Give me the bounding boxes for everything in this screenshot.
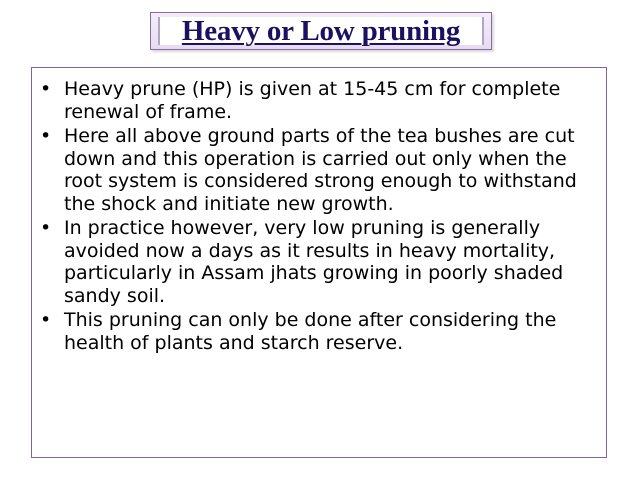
bullet-list	[40, 78, 596, 356]
bullet-text-4: This pruning can only be done after considering the health of plants and starch reserve.	[64, 309, 557, 354]
bullet-icon: •	[40, 125, 52, 147]
bullet-text-2: Here all above ground parts of the tea bushes are cut down and this operation is carried out only when the root system is considered strong enough to withstand the shock and initiate new growth.	[64, 125, 577, 215]
bullet-item-2	[40, 125, 596, 215]
title-inner-panel	[158, 14, 484, 47]
slide-title: Heavy or Low pruning	[181, 14, 461, 47]
bullet-item-3	[40, 217, 596, 307]
title-box	[150, 12, 492, 50]
bullet-icon: •	[40, 309, 52, 331]
bullet-item-1	[40, 78, 596, 123]
bullet-text-3: In practice however, very low pruning is generally avoided now a days as it results in heavy mortality, particularly in Assam jhats growing in poorly shaded sandy soil.	[64, 217, 564, 307]
content-box	[31, 67, 607, 458]
bullet-item-4	[40, 309, 596, 354]
bullet-text-1: Heavy prune (HP) is given at 15-45 cm for complete renewal of frame.	[64, 78, 561, 123]
bullet-icon: •	[40, 217, 52, 239]
bullet-icon: •	[40, 78, 52, 100]
